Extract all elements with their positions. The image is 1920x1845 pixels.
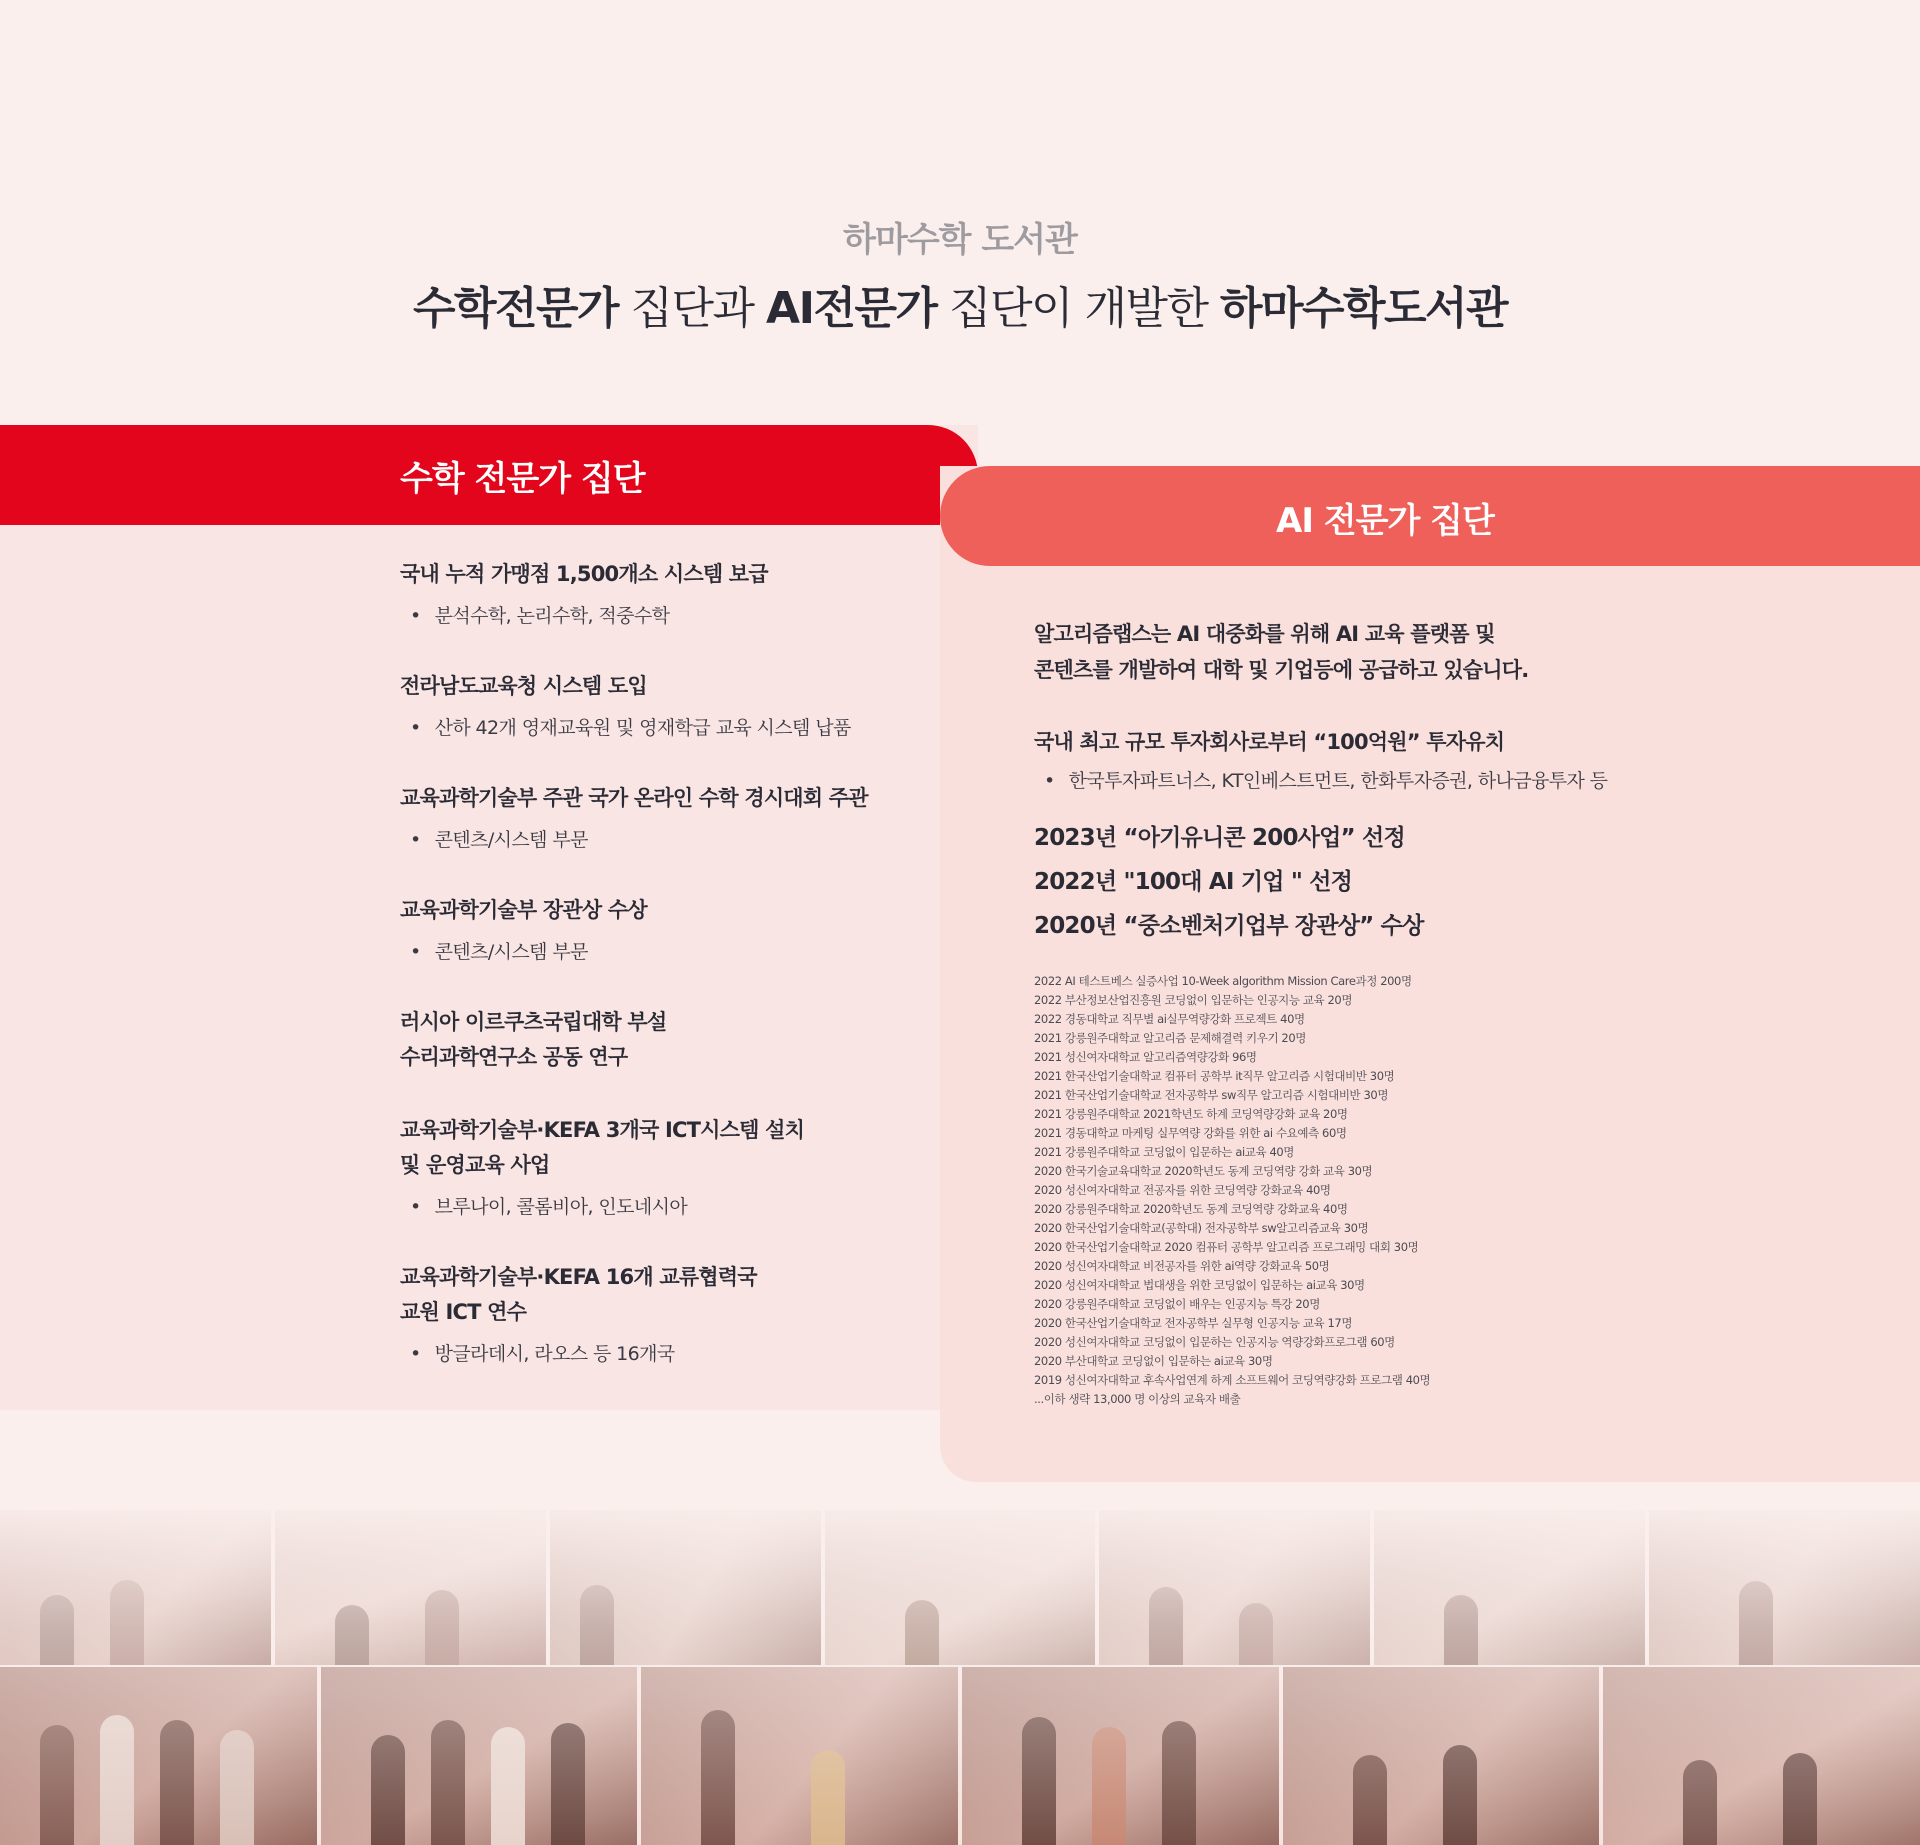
event-photo bbox=[1374, 1510, 1645, 1665]
math-group-panel bbox=[0, 425, 978, 1410]
list-item bbox=[400, 557, 960, 631]
history-line: 2021 한국산업기술대학교 컴퓨터 공학부 it직무 알고리즘 시험대비반 30명 bbox=[1034, 1069, 1395, 1083]
list-item bbox=[400, 1260, 960, 1369]
item-title-line2: 및 운영교육 사업 bbox=[400, 1153, 550, 1177]
item-title: 교육과학기술부·KEFA 16개 교류협력국 bbox=[400, 1265, 757, 1289]
investment-bullet: • 한국투자파트너스, KT인베스트먼트, 한화투자증권, 하나금융투자 등 bbox=[1034, 766, 1894, 796]
history-line: 2020 한국산업기술대학교 2020 컴퓨터 공학부 알고리즘 프로그래밍 대회 30명 bbox=[1034, 1240, 1419, 1254]
list-item bbox=[400, 781, 960, 855]
event-photo bbox=[1283, 1667, 1600, 1845]
award-item: 2023년 “아기유니콘 200사업” 선정 bbox=[1034, 825, 1405, 851]
list-item bbox=[400, 1113, 960, 1222]
history-line: 2020 강릉원주대학교 코딩없이 배우는 인공지능 특강 20명 bbox=[1034, 1297, 1320, 1311]
history-line: 2022 부산정보산업진흥원 코딩없이 입문하는 인공지능 교육 20명 bbox=[1034, 993, 1353, 1007]
history-line: 2021 한국산업기술대학교 전자공학부 sw직무 알고리즘 시험대비반 30명 bbox=[1034, 1088, 1389, 1102]
item-title: 교육과학기술부·KEFA 3개국 ICT시스템 설치 bbox=[400, 1118, 805, 1142]
history-line: 2022 경동대학교 직무별 ai실무역량강화 프로젝트 40명 bbox=[1034, 1012, 1305, 1026]
item-bullet: • 콘텐츠/시스템 부문 bbox=[400, 825, 960, 855]
item-title-line2: 수리과학연구소 공동 연구 bbox=[400, 1045, 628, 1069]
history-line: 2020 부산대학교 코딩없이 입문하는 ai교육 30명 bbox=[1034, 1354, 1273, 1368]
item-title: 러시아 이르쿠츠국립대학 부설 bbox=[400, 1010, 667, 1034]
photo-row bbox=[0, 1510, 1920, 1665]
history-line: 2020 강릉원주대학교 2020학년도 동계 코딩역량 강화교육 40명 bbox=[1034, 1202, 1348, 1216]
history-line: 2022 AI 테스트베스 실증사업 10-Week algorithm Mission Care과정 200명 bbox=[1034, 974, 1412, 988]
item-bullet: • 방글라데시, 라오스 등 16개국 bbox=[400, 1339, 960, 1369]
history-line: 2021 경동대학교 마케팅 실무역량 강화를 위한 ai 수요예측 60명 bbox=[1034, 1126, 1347, 1140]
hero-title-library: 하마수학도서관 bbox=[1219, 283, 1507, 334]
history-line: 2021 강릉원주대학교 코딩없이 입문하는 ai교육 40명 bbox=[1034, 1145, 1294, 1159]
ai-intro bbox=[1034, 616, 1894, 688]
list-item bbox=[400, 1005, 960, 1075]
history-line: 2020 성신여자대학교 코딩없이 입문하는 인공지능 역량강화프로그램 60명 bbox=[1034, 1335, 1395, 1349]
item-title-line2: 교원 ICT 연수 bbox=[400, 1300, 527, 1324]
award-item: 2022년 "100대 AI 기업 " 선정 bbox=[1034, 869, 1353, 895]
event-photo bbox=[321, 1667, 638, 1845]
award-item: 2020년 “중소벤처기업부 장관상” 수상 bbox=[1034, 913, 1424, 939]
history-line: 2020 성신여자대학교 전공자를 위한 코딩역량 강화교육 40명 bbox=[1034, 1183, 1331, 1197]
hero-title-text-2: 집단이 개발한 bbox=[936, 283, 1220, 334]
math-group-title: 수학 전문가 집단 bbox=[400, 459, 645, 499]
history-line: 2020 성신여자대학교 법대생을 위한 코딩없이 입문하는 ai교육 30명 bbox=[1034, 1278, 1365, 1292]
hero-eyebrow: 하마수학 도서관 bbox=[843, 220, 1077, 260]
item-bullet: • 산하 42개 영재교육원 및 영재학급 교육 시스템 납품 bbox=[400, 713, 960, 743]
investment-title: 국내 최고 규모 투자회사로부터 “100억원” 투자유치 bbox=[1034, 730, 1505, 754]
history-line: 2020 한국산업기술대학교(공학대) 전자공학부 sw알고리즘교육 30명 bbox=[1034, 1221, 1369, 1235]
event-photo bbox=[1099, 1510, 1370, 1665]
ai-intro-line-1: 알고리즘랩스는 AI 대중화를 위해 AI 교육 플랫폼 및 bbox=[1034, 622, 1495, 646]
photo-collage bbox=[0, 1510, 1920, 1845]
event-photo bbox=[275, 1510, 546, 1665]
event-photo bbox=[1649, 1510, 1920, 1665]
ai-group-title: AI 전문가 집단 bbox=[1276, 501, 1494, 541]
history-line: 2021 강릉원주대학교 알고리즘 문제해결력 키우기 20명 bbox=[1034, 1031, 1306, 1045]
item-bullet: • 분석수학, 논리수학, 적중수학 bbox=[400, 601, 960, 631]
history-line: 2021 강릉원주대학교 2021학년도 하계 코딩역량강화 교육 20명 bbox=[1034, 1107, 1348, 1121]
history-line: 2021 성신여자대학교 알고리즘역량강화 96명 bbox=[1034, 1050, 1257, 1064]
ai-group-content bbox=[1034, 616, 1894, 1409]
list-item bbox=[400, 893, 960, 967]
event-photo bbox=[0, 1667, 317, 1845]
item-title: 교육과학기술부 장관상 수상 bbox=[400, 898, 647, 922]
event-photo bbox=[825, 1510, 1096, 1665]
photo-row bbox=[0, 1667, 1920, 1845]
item-title: 교육과학기술부 주관 국가 온라인 수학 경시대회 주관 bbox=[400, 786, 868, 810]
event-photo bbox=[0, 1510, 271, 1665]
awards-list bbox=[1034, 816, 1894, 948]
hero-title bbox=[0, 272, 1920, 336]
history-line: 2019 성신여자대학교 후속사업연계 하계 소프트웨어 코딩역량강화 프로그램 40명 bbox=[1034, 1373, 1431, 1387]
item-bullet: • 브루나이, 콜롬비아, 인도네시아 bbox=[400, 1192, 960, 1222]
event-photo bbox=[641, 1667, 958, 1845]
hero-title-math: 수학전문가 bbox=[413, 283, 619, 334]
item-title: 국내 누적 가맹점 1,500개소 시스템 보급 bbox=[400, 562, 768, 586]
hero-title-text-1: 집단과 bbox=[618, 283, 767, 334]
ai-intro-line-2: 콘텐츠를 개발하여 대학 및 기업등에 공급하고 있습니다. bbox=[1034, 658, 1529, 682]
ai-group-header bbox=[940, 466, 1920, 566]
math-group-list bbox=[400, 557, 960, 1407]
event-photo bbox=[550, 1510, 821, 1665]
event-photo bbox=[962, 1667, 1279, 1845]
event-photo bbox=[1603, 1667, 1920, 1845]
history-line: 2020 성신여자대학교 비전공자를 위한 ai역량 강화교육 50명 bbox=[1034, 1259, 1330, 1273]
hero-title-ai: AI전문가 bbox=[766, 283, 937, 334]
list-item bbox=[400, 669, 960, 743]
item-title: 전라남도교육청 시스템 도입 bbox=[400, 674, 647, 698]
history-line: 2020 한국기술교육대학교 2020학년도 동계 코딩역량 강화 교육 30명 bbox=[1034, 1164, 1373, 1178]
history-line: ...이하 생략 13,000 명 이상의 교육자 배출 bbox=[1034, 1392, 1241, 1406]
history-line: 2020 한국산업기술대학교 전자공학부 실무형 인공지능 교육 17명 bbox=[1034, 1316, 1353, 1330]
item-bullet: • 콘텐츠/시스템 부문 bbox=[400, 937, 960, 967]
education-history bbox=[1034, 972, 1894, 1409]
math-group-header bbox=[0, 425, 978, 525]
ai-group-panel bbox=[940, 466, 1920, 1482]
